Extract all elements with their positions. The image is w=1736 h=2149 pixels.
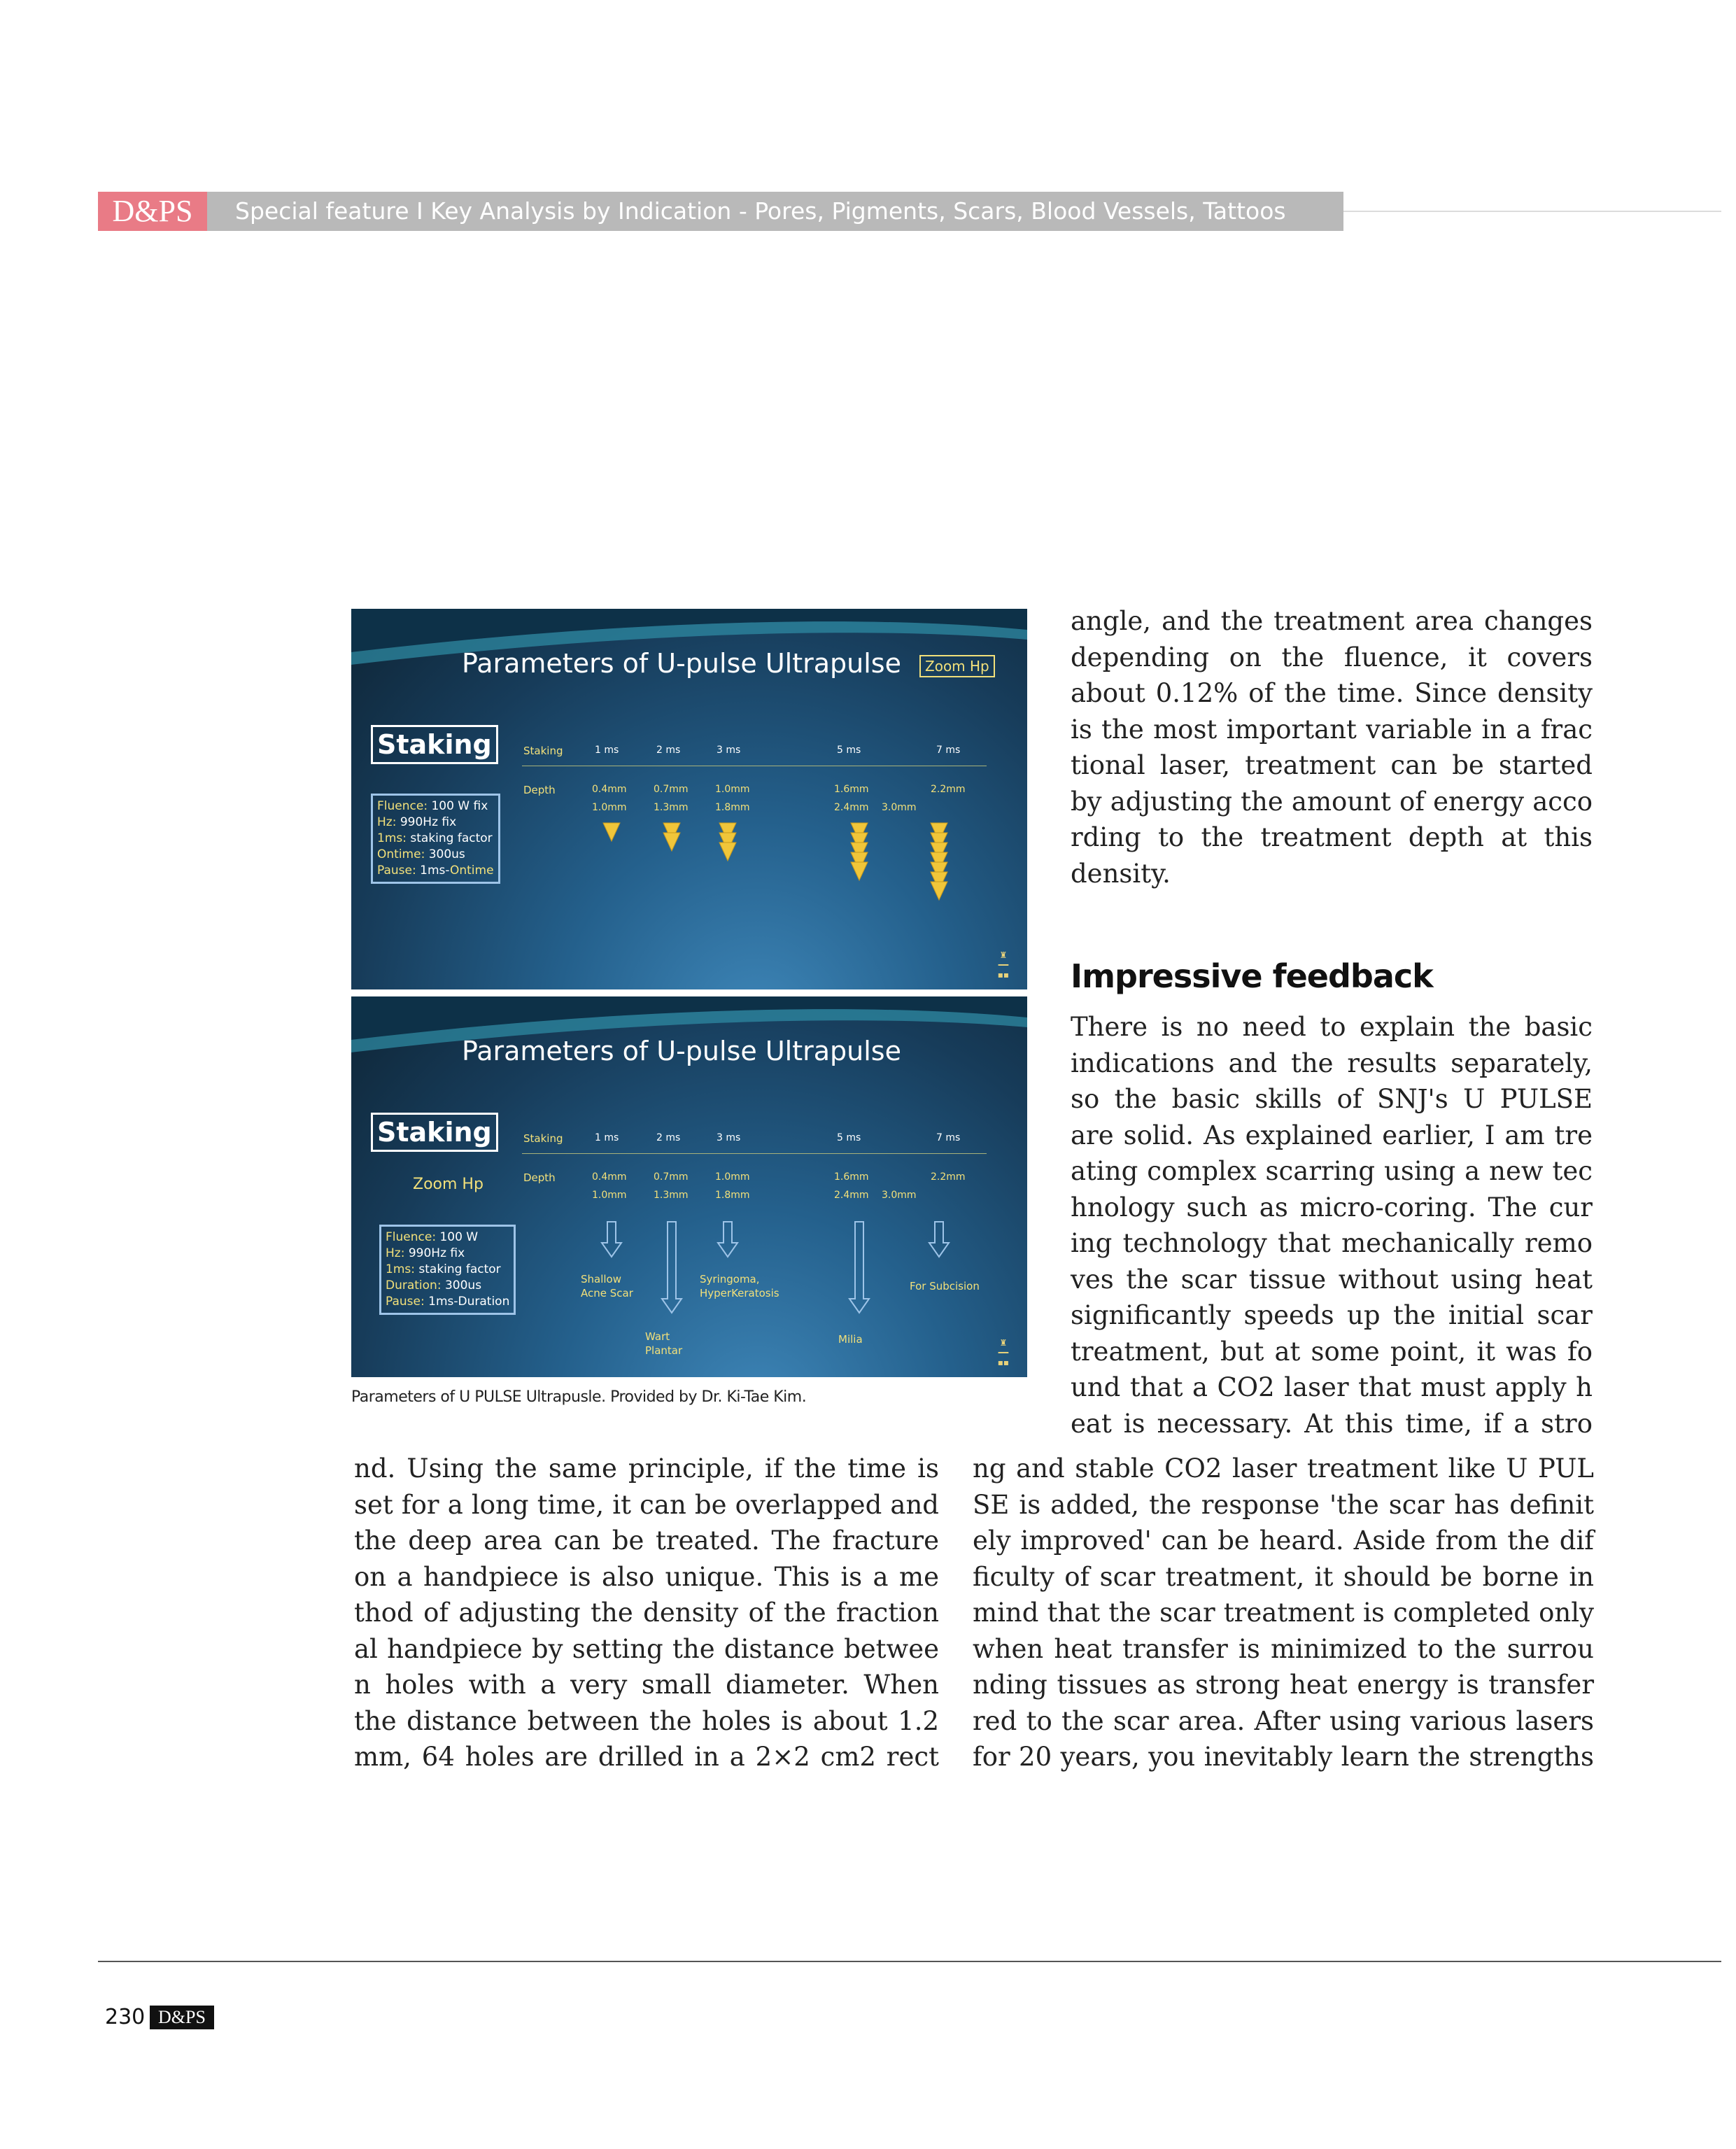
indication-shallow-acne-scar [581,1272,633,1300]
zoom-hp-label: Zoom Hp [919,655,995,677]
text-line: eat is necessary. At this time, if a stro [1071,1408,1593,1439]
param-key: Hz: [377,815,397,829]
indication-line: HyperKeratosis [700,1287,779,1299]
text-line: treatment, but at some point, it was fo [1071,1336,1593,1367]
text-line: the distance between the holes is about 1.2 [354,1705,939,1736]
param-value-accent: Ontime [449,864,494,878]
param-value: 100 W [436,1230,479,1244]
indication-arrows [351,996,1027,1377]
param-value: staking factor [414,1262,501,1276]
col-1ms: 1 ms [595,745,619,756]
text-line: hnology such as micro-coring. The cur [1071,1192,1593,1223]
footer-logo: D&PS [150,2006,214,2029]
text-line: significantly speeds up the initial scar [1071,1300,1593,1330]
col-1ms: 1 ms [595,1132,619,1143]
header-rule [1343,211,1721,212]
depth-value: 1.3mm [654,802,689,813]
text-line: al handpiece by setting the distance betwee [354,1633,939,1664]
text-column-left-bottom [354,1451,939,1775]
param-value: 100 W fix [428,799,488,813]
text-line: tional laser, treatment can be started [1071,750,1593,780]
depth-value: 0.7mm [654,1171,689,1183]
text-line: about 0.12% of the time. Since density [1071,678,1593,708]
clinic-logo-icon: ♜ ━━ ▪▪ [997,1338,1009,1367]
laser-cone-icon [663,833,680,851]
indication-line: Shallow [581,1273,622,1285]
indication-line: Plantar [645,1344,683,1357]
text-line: red to the scar area. After using various lasers [973,1705,1594,1736]
text-line: depending on the fluence, it covers [1071,642,1593,672]
indication-subcision: For Subcision [910,1280,980,1292]
text-column-right-bottom [973,1451,1594,1775]
text-line: ves the scar tissue without using heat [1071,1264,1593,1295]
col-7ms: 7 ms [936,745,961,756]
slide-parameters-1 [351,609,1027,989]
header-title: Special feature I Key Analysis by Indication - Pores, Pigments, Scars, Blood Vessels, Tattoos [235,197,1286,225]
depth-value: 1.8mm [715,1190,750,1201]
depth-value: 2.2mm [931,784,966,795]
param-key: Duration: [386,1278,442,1292]
text-line: nd. Using the same principle, if the time is [354,1453,939,1484]
text-line: ing technology that mechanically remo [1071,1228,1593,1258]
depth-value: 0.4mm [592,1171,627,1183]
text-line: und that a CO2 laser that must apply h [1071,1372,1593,1402]
depth-value: 2.4mm [834,802,869,813]
depth-value: 2.4mm [834,1190,869,1201]
laser-cone-icon [931,882,947,900]
depth-value: 2.2mm [931,1171,966,1183]
param-key: Pause: [377,864,416,878]
col-2ms: 2 ms [656,1132,681,1143]
depth-value: 1.0mm [592,1190,627,1201]
param-value: 990Hz fix [404,1246,465,1260]
depth-value: 0.7mm [654,784,689,795]
text-line: when heat transfer is minimized to the surrou [973,1633,1594,1664]
param-value: 1ms- [416,864,450,878]
row-label-staking: Staking [523,1132,563,1145]
col-5ms: 5 ms [837,745,861,756]
param-key: 1ms: [386,1262,415,1276]
col-2ms: 2 ms [656,745,681,756]
depth-value: 1.0mm [715,1171,750,1183]
zoom-hp-label: Zoom Hp [413,1176,484,1193]
param-value: 990Hz fix [396,815,457,829]
text-line: by adjusting the amount of energy acco [1071,786,1593,817]
row-label-depth: Depth [523,1171,556,1184]
slide-title: Parameters of U-pulse Ultrapulse [462,1036,901,1066]
text-line: ely improved' can be heard. Aside from the dif [973,1526,1594,1556]
text-line: so the basic skills of SNJ's U PULSE [1071,1084,1593,1114]
depth-value: 1.6mm [834,784,869,795]
text-line: n holes with a very small diameter. When [354,1670,939,1700]
text-line: ficulty of scar treatment, it should be borne in [973,1561,1594,1592]
param-value: 1ms-Duration [424,1295,510,1309]
laser-cone-icon [719,843,736,861]
figure-caption: Parameters of U PULSE Ultrapusle. Provided by Dr. Ki-Tae Kim. [351,1388,807,1406]
arrow-down-icon [718,1222,738,1257]
param-key: Pause: [386,1295,425,1309]
param-key: Fluence: [377,799,428,813]
depth-value: 1.8mm [715,802,750,813]
header-logo: D&PS [98,192,207,231]
text-line: ng and stable CO2 laser treatment like U PUL [973,1453,1594,1484]
section-heading: Impressive feedback [1071,957,1433,995]
col-3ms: 3 ms [717,745,741,756]
param-key: Ontime: [377,847,425,861]
slide-title: Parameters of U-pulse Ultrapulse [462,648,901,679]
param-key: 1ms: [377,831,407,845]
indication-wart-plantar [645,1330,682,1358]
indication-line: Syringoma, [700,1273,760,1285]
text-line: angle, and the treatment area changes [1071,606,1593,636]
text-line: is the most important variable in a frac [1071,714,1593,745]
staking-label: Staking [371,1113,498,1152]
text-line: for 20 years, you inevitably learn the strengths [973,1742,1594,1772]
param-value: staking factor [406,831,493,845]
slide-parameters-2 [351,996,1027,1377]
text-line: mm, 64 holes are drilled in a 2×2 cm2 rect [354,1742,939,1772]
footer-rule [98,1961,1721,1962]
param-value: 300us [441,1278,482,1292]
depth-value: 1.0mm [592,802,627,813]
indication-milia: Milia [838,1333,863,1346]
text-line: SE is added, the response 'the scar has definit [973,1489,1594,1520]
text-line: set for a long time, it can be overlapped and [354,1489,939,1520]
param-key: Hz: [386,1246,405,1260]
text-column-right-top [1071,603,1593,892]
text-line: are solid. As explained earlier, I am tre [1071,1120,1593,1150]
depth-value: 0.4mm [592,784,627,795]
text-line: density. [1071,858,1171,889]
depth-value: 1.6mm [834,1171,869,1183]
text-line: on a handpiece is also unique. This is a me [354,1561,939,1592]
col-3ms: 3 ms [717,1132,741,1143]
text-line: mind that the scar treatment is completed only [973,1598,1594,1628]
laser-cone-icon [851,862,868,880]
page-number: 230 [105,2005,146,2029]
depth-value: 3.0mm [882,802,917,813]
row-label-depth: Depth [523,784,556,796]
text-column-right-middle [1071,1009,1593,1442]
depth-value: 3.0mm [882,1190,917,1201]
col-7ms: 7 ms [936,1132,961,1143]
param-key: Fluence: [386,1230,437,1244]
indication-line: Acne Scar [581,1287,633,1299]
text-line: indications and the results separately, [1071,1048,1593,1078]
indication-syringoma [700,1272,779,1300]
text-line: nding tissues as strong heat energy is transfer [973,1670,1594,1700]
clinic-logo-icon: ♜ ━━ ▪▪ [997,950,1009,980]
depth-cones [351,609,1027,989]
staking-label: Staking [371,725,498,764]
text-line: rding to the treatment depth at this [1071,822,1593,852]
arrow-down-icon [929,1222,949,1257]
text-line: ating complex scarring using a new tec [1071,1156,1593,1186]
param-value: 300us [425,847,465,861]
row-label-staking: Staking [523,745,563,757]
laser-cone-icon [603,823,620,841]
arrow-down-icon [662,1222,682,1313]
indication-line: Wart [645,1330,670,1343]
arrow-down-icon [849,1222,869,1313]
arrow-down-icon [602,1222,621,1257]
depth-value: 1.3mm [654,1190,689,1201]
depth-value: 1.0mm [715,784,750,795]
text-line: thod of adjusting the density of the fraction [354,1598,939,1628]
col-5ms: 5 ms [837,1132,861,1143]
text-line: There is no need to explain the basic [1071,1012,1593,1042]
text-line: the deep area can be treated. The fracture [354,1526,939,1556]
